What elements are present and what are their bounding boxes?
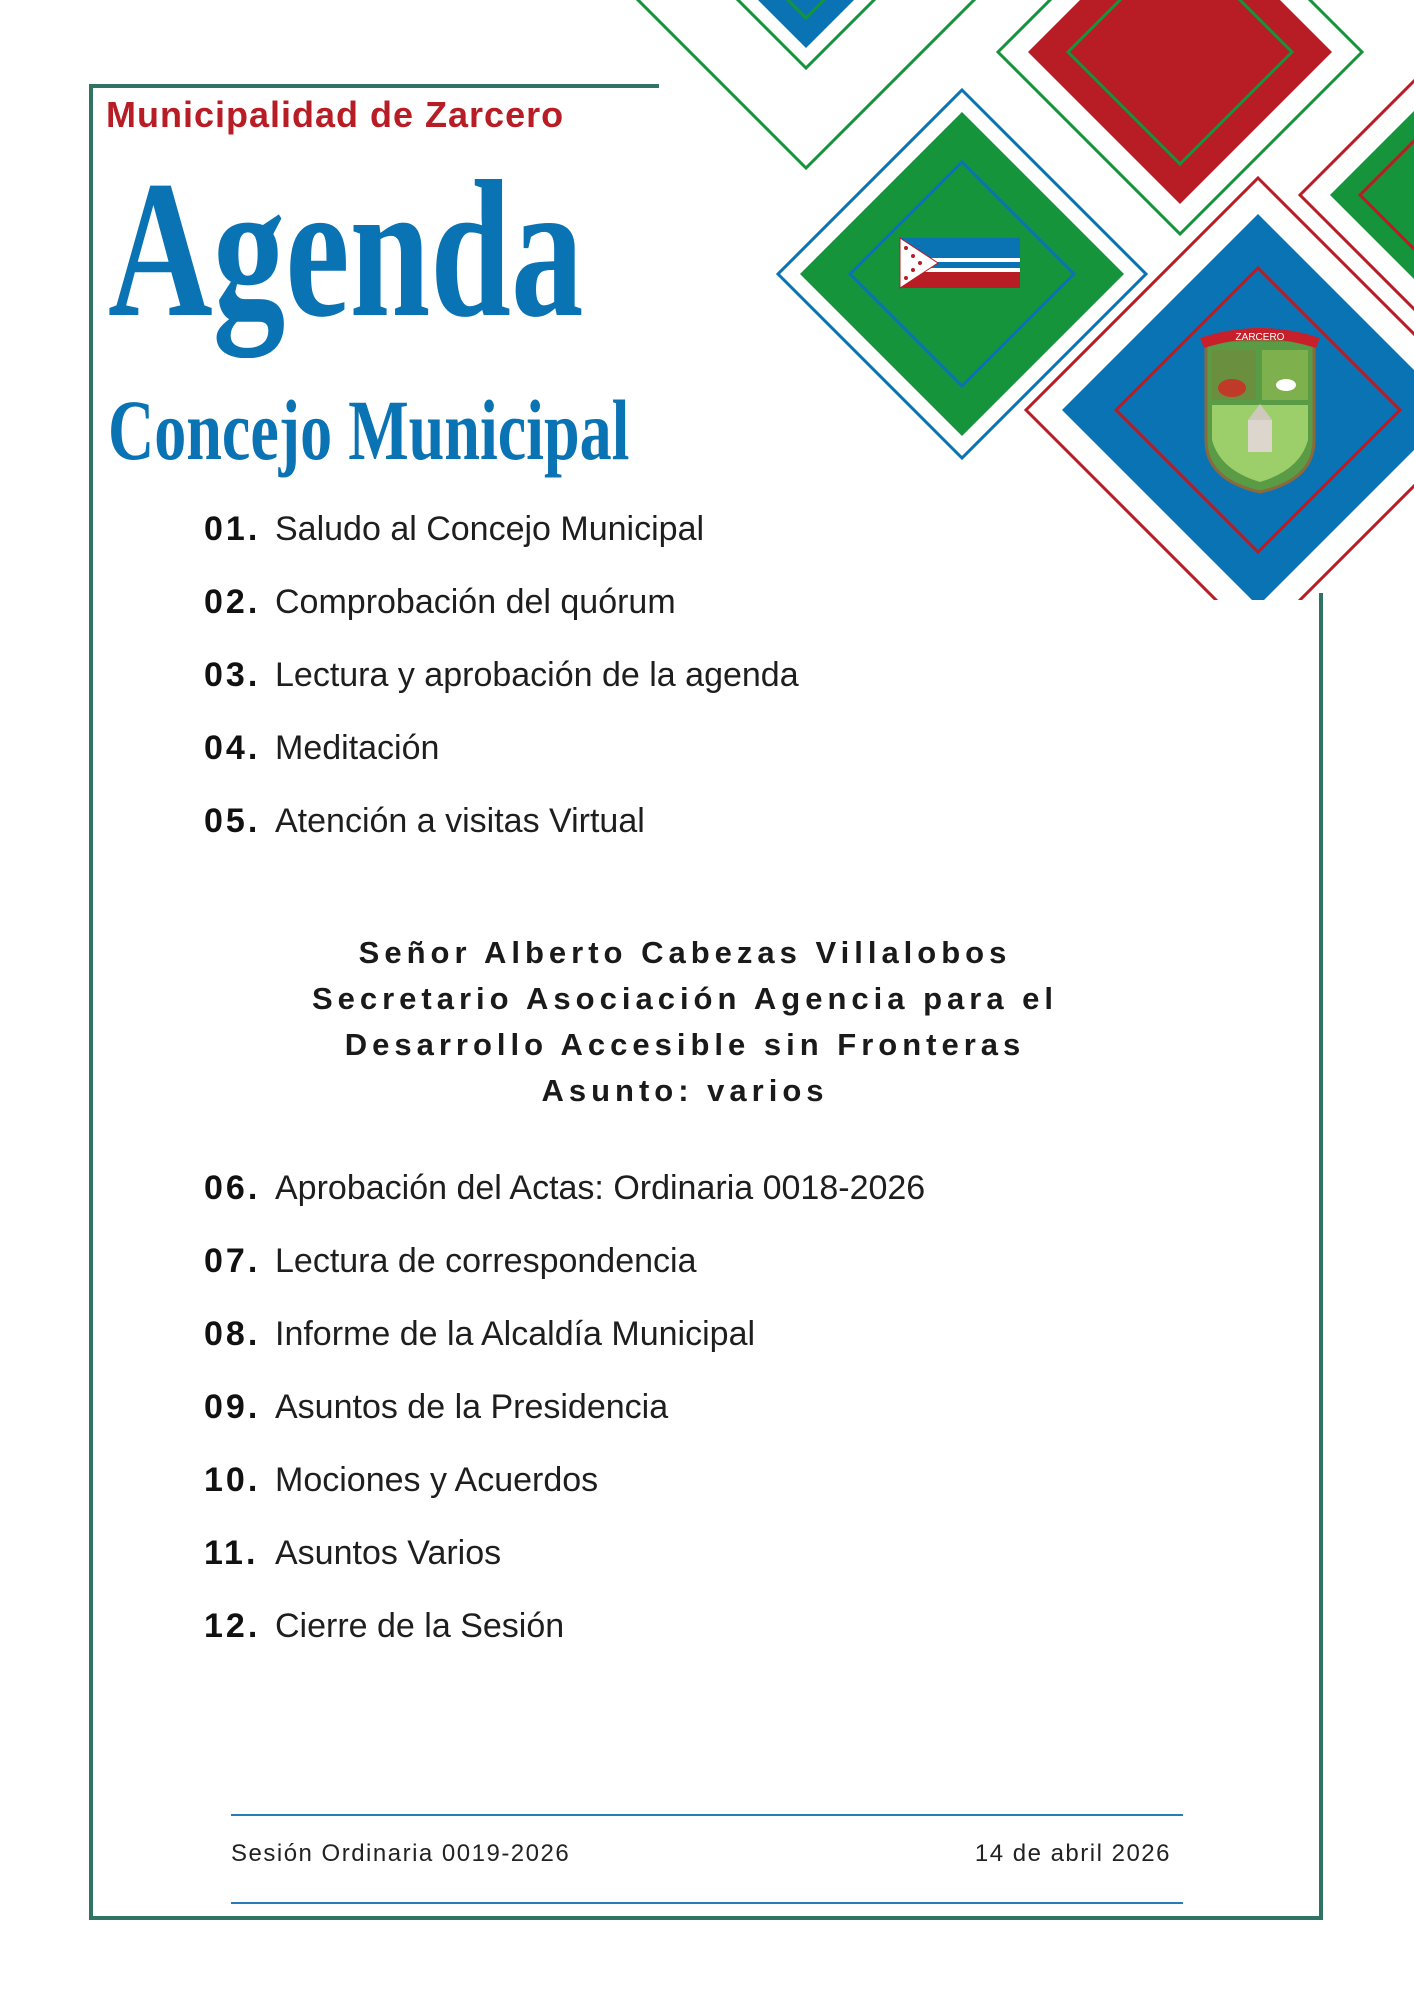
agenda-item-number: 08.	[204, 1315, 261, 1353]
agenda-item-text: Atención a visitas Virtual	[275, 802, 645, 840]
visitor-role-line2: Desarrollo Accesible sin Fronteras	[344, 1027, 1026, 1062]
agenda-item-number: 07.	[204, 1242, 261, 1280]
session-label: Sesión Ordinaria 0019-2026	[231, 1840, 571, 1867]
agenda-item-text: Informe de la Alcaldía Municipal	[275, 1315, 756, 1353]
agenda-item-text: Meditación	[275, 729, 440, 767]
agenda-item-number: 09.	[204, 1388, 261, 1426]
agenda-item-number: 12.	[204, 1607, 261, 1645]
agenda-item-text: Saludo al Concejo Municipal	[275, 510, 705, 548]
agenda-item-text: Mociones y Acuerdos	[275, 1461, 599, 1499]
agenda-item-text: Asuntos de la Presidencia	[275, 1388, 669, 1426]
coat-of-arms-icon	[1200, 328, 1320, 492]
visitor-role-line1: Secretario Asociación Agencia para el	[311, 981, 1059, 1016]
agenda-item-number: 05.	[204, 802, 261, 840]
agenda-item-number: 04.	[204, 729, 261, 767]
frame-bottom-line	[89, 1916, 1323, 1920]
svg-text:ZARCERO: ZARCERO	[1235, 332, 1285, 343]
footer-rule-top	[231, 1814, 1183, 1816]
visitor-block	[230, 930, 1140, 1114]
agenda-item-number: 03.	[204, 656, 261, 694]
agenda-item-number: 06.	[204, 1169, 261, 1207]
visitor-name: Señor Alberto Cabezas Villalobos	[358, 935, 1012, 970]
agenda-item-text: Lectura y aprobación de la agenda	[275, 656, 799, 694]
frame-right-line	[1319, 593, 1323, 1920]
agenda-item-number: 01.	[204, 510, 261, 548]
agenda-item-number: 02.	[204, 583, 261, 621]
footer-rule-bottom	[231, 1902, 1183, 1904]
organization-name: Municipalidad de Zarcero	[106, 94, 565, 135]
agenda-item-text: Cierre de la Sesión	[275, 1607, 565, 1645]
page-title: Agenda	[108, 141, 584, 358]
visitor-subject: Asunto: varios	[541, 1073, 829, 1108]
red-diamond	[998, 0, 1362, 234]
flag-icon	[900, 238, 1020, 288]
agenda-item-number: 11.	[204, 1534, 259, 1572]
page-subtitle: Concejo Municipal	[108, 382, 630, 478]
session-date: 14 de abril 2026	[974, 1840, 1171, 1867]
agenda-item-text: Comprobación del quórum	[275, 583, 676, 621]
agenda-item-number: 10.	[204, 1461, 261, 1499]
agenda-item-text: Aprobación del Actas: Ordinaria 0018-2026	[275, 1169, 926, 1207]
agenda-item-text: Asuntos Varios	[275, 1534, 502, 1572]
agenda-item-text: Lectura de correspondencia	[275, 1242, 697, 1280]
